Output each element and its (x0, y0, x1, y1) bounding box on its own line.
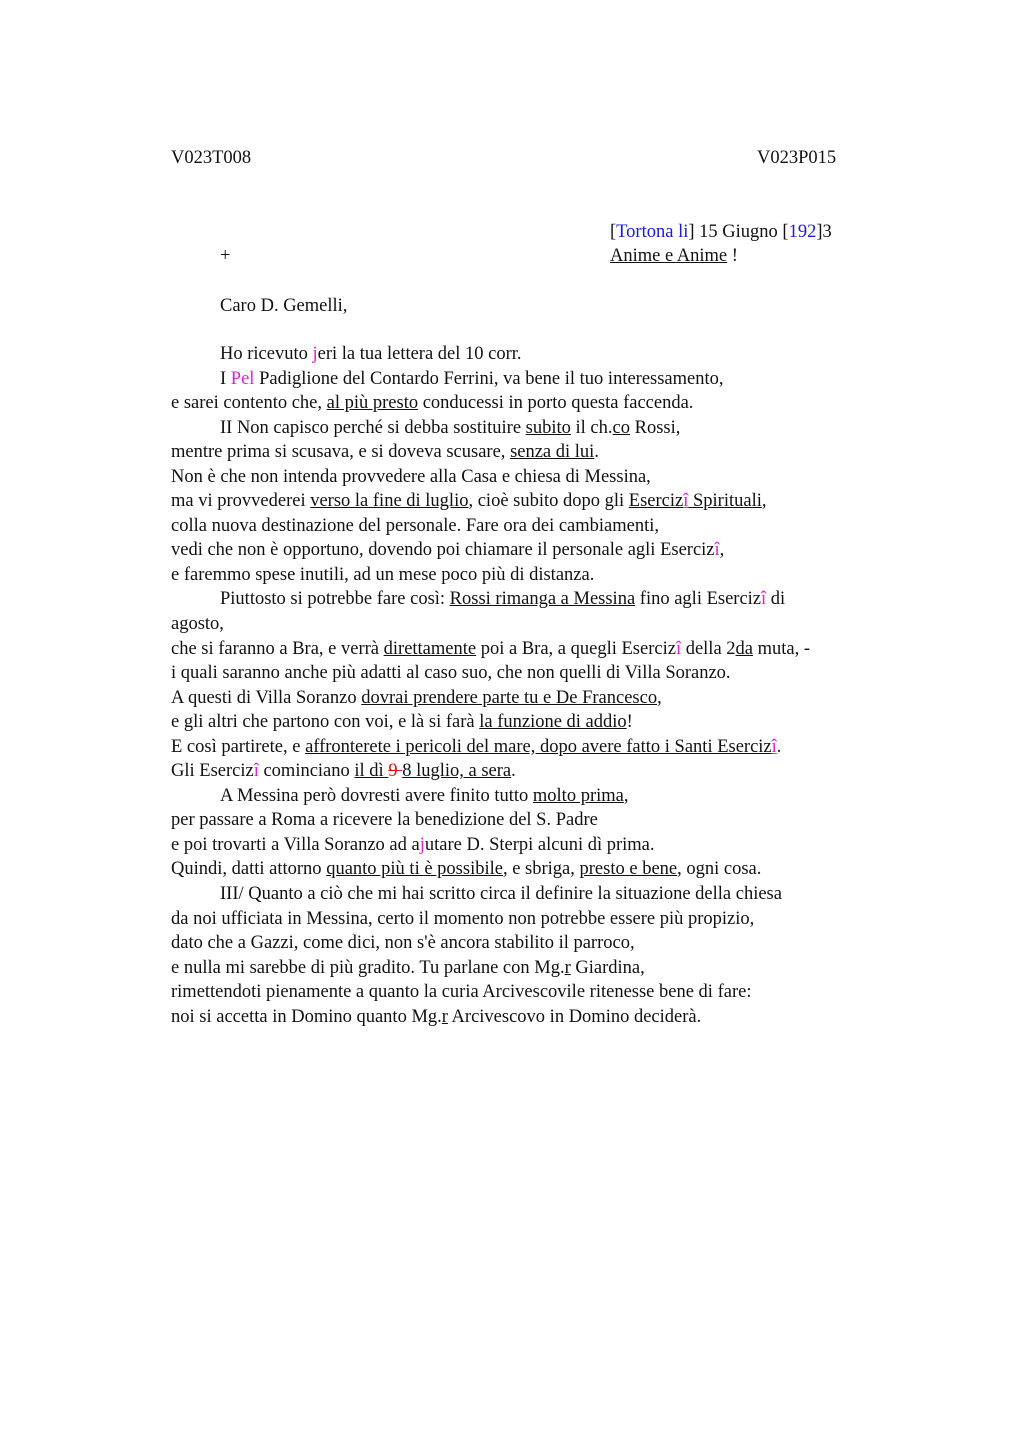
body-line: III/ Quanto a ciò che mi hai scritto circa il definire la situazione della chiesa (220, 884, 782, 905)
dateline-place: Tortona li (616, 222, 689, 242)
body-line: rimettendoti pienamente a quanto la curia Arcivescovile ritenesse bene di fare: (171, 982, 752, 1003)
body-line: e sarei contento che, al più presto conducessi in porto questa faccenda. (171, 393, 694, 414)
body-line: e poi trovarti a Villa Soranzo ad ajutare D. Sterpi alcuni dì prima. (171, 834, 655, 855)
body-line: noi si accetta in Domino quanto Mg.r Arcivescovo in Domino deciderà. (171, 1006, 702, 1027)
body-line: dato che a Gazzi, come dici, non s'è ancora stabilito il parroco, (171, 933, 635, 954)
dateline-year-end: ]3 (816, 222, 832, 242)
body-line: Ho ricevuto jeri la tua lettera del 10 corr. (220, 344, 522, 364)
body-line: che si faranno a Bra, e verrà direttamente poi a Bra, a quegli Esercizî della 2da muta, - (171, 638, 811, 659)
motto (610, 244, 738, 268)
body-line: mentre prima si scusava, e si doveva scusare, senza di lui. (171, 442, 599, 463)
letter-body (171, 342, 911, 1029)
cross-mark: + (220, 246, 231, 266)
body-line: II Non capisco perché si debba sostituire subito il ch.co Rossi, (220, 417, 681, 438)
salutation: Caro D. Gemelli, (220, 296, 348, 316)
body-line: da noi ufficiata in Messina, certo il momento non potrebbe essere più propizio, (171, 908, 755, 929)
dateline-date: ] 15 Giugno [ (688, 222, 789, 242)
body-line: Quindi, datti attorno quanto più ti è possibile, e sbriga, presto e bene, ogni cosa. (171, 859, 762, 880)
body-line: agosto, (171, 614, 224, 635)
motto-text: Anime e Anime (610, 246, 728, 266)
body-line: e faremmo spese inutili, ad un mese poco più di distanza. (171, 564, 595, 585)
dateline (610, 220, 832, 244)
body-line: colla nuova destinazione del personale. Fare ora dei cambiamenti, (171, 515, 660, 536)
body-line: Non è che non intenda provvedere alla Casa e chiesa di Messina, (171, 466, 651, 487)
body-line: A Messina però dovresti avere finito tutto molto prima, (220, 785, 629, 806)
body-line: Gli Esercizî cominciano il dì 9 8 luglio, a sera. (171, 761, 516, 782)
header-left-code: V023T008 (171, 148, 252, 168)
body-line: E così partirete, e affronterete i pericoli del mare, dopo avere fatto i Santi Esercizî. (171, 736, 782, 757)
body-line: A questi di Villa Soranzo dovrai prendere parte tu e De Francesco, (171, 687, 662, 708)
body-line: Piuttosto si potrebbe fare così: Rossi rimanga a Messina fino agli Esercizî di (220, 589, 786, 610)
motto-exclamation: ! (727, 246, 738, 266)
dateline-bracket: [ (610, 222, 617, 242)
body-line: vedi che non è opportuno, dovendo poi chiamare il personale agli Esercizî, (171, 540, 725, 561)
body-line: ma vi provvederei verso la fine di luglio, cioè subito dopo gli Esercizî Spirituali, (171, 491, 767, 512)
struck-date: 9 (388, 761, 403, 782)
body-line: e nulla mi sarebbe di più gradito. Tu parlane con Mg.r Giardina, (171, 957, 645, 978)
body-line: I Pel Padiglione del Contardo Ferrini, va bene il tuo interessamento, (220, 368, 724, 389)
header-right-code: V023P015 (757, 148, 837, 168)
body-line: per passare a Roma a ricevere la benedizione del S. Padre (171, 810, 598, 831)
dateline-year: 192 (788, 222, 817, 242)
body-line: i quali saranno anche più adatti al caso suo, che non quelli di Villa Soranzo. (171, 663, 731, 684)
body-line: e gli altri che partono con voi, e là si farà la funzione di addio! (171, 712, 633, 733)
